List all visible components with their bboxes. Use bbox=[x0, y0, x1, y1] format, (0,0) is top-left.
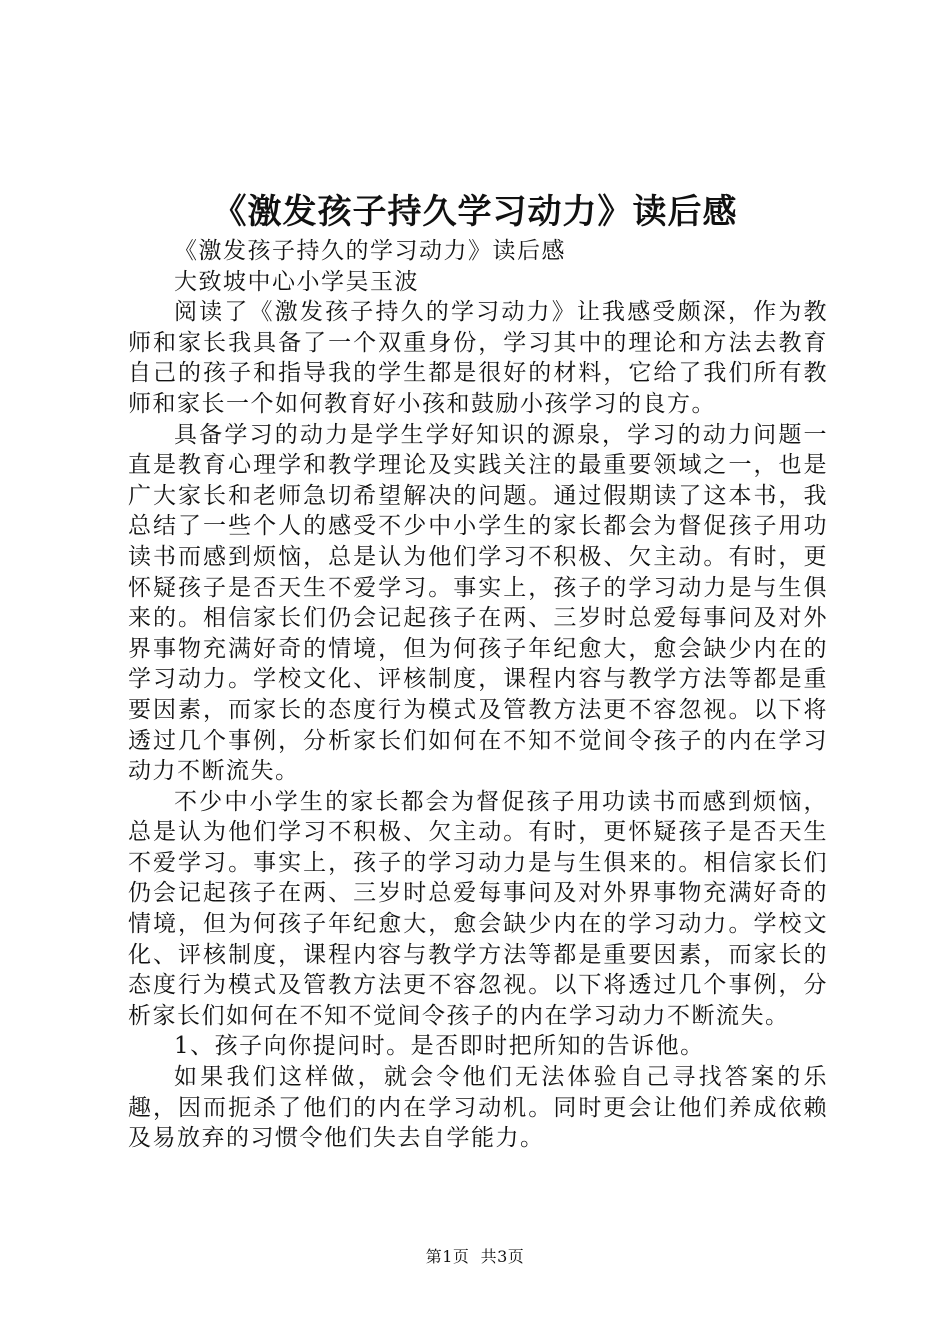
body-paragraph: 具备学习的动力是学生学好知识的源泉，学习的动力问题一直是教育心理学和教学理论及实践关注的最重要领域之一，也是广大家长和老师急切希望解决的问题。通过假期读了这本书，我总结了一些个人的感受不少中小学生的家长都会为督促孩子用功读书而感到烦恼，总是认为他们学习不积极、欠主动。有时，更怀疑孩子是否天生不爱学习。事实上，孩子的学习动力是与生俱来的。相信家长们仍会记起孩子在两、三岁时总爱每事问及对外界事物充满好奇的情境，但为何孩子年纪愈大，愈会缺少内在的学习动力。学校文化、评核制度，课程内容与教学方法等都是重要因素，而家长的态度行为模式及管教方法更不容忽视。以下将透过几个事例，分析家长们如何在不知不觉间令孩子的内在学习动力不断流失。 bbox=[128, 421, 828, 785]
page-number: 第1页 bbox=[425, 1247, 470, 1266]
page-total: 共3页 bbox=[480, 1247, 525, 1266]
document-title: 《激发孩子持久学习动力》读后感 bbox=[212, 192, 738, 232]
subtitle-paragraph: 《激发孩子持久的学习动力》读后感 bbox=[174, 238, 566, 264]
section-heading: 1、孩子向你提问时。是否即时把所知的告诉他。 bbox=[174, 1033, 705, 1060]
body-paragraph: 如果我们这样做，就会令他们无法体验自己寻找答案的乐趣，因而扼杀了他们的内在学习动机。同时更会让他们养成依赖及易放弃的习惯令他们失去自学能力。 bbox=[128, 1064, 828, 1152]
page-footer bbox=[0, 1244, 950, 1267]
author-paragraph: 大致坡中心小学吴玉波 bbox=[174, 268, 419, 295]
body-paragraph: 不少中小学生的家长都会为督促孩子用功读书而感到烦恼，总是认为他们学习不积极、欠主动。有时，更怀疑孩子是否天生不爱学习。事实上，孩子的学习动力是与生俱来的。相信家长们仍会记起孩子在两、三岁时总爱每事问及对外界事物充满好奇的情境，但为何孩子年纪愈大，愈会缺少内在的学习动力。学校文化、评核制度，课程内容与教学方法等都是重要因素，而家长的态度行为模式及管教方法更不容忽视。以下将透过几个事例，分析家长们如何在不知不觉间令孩子的内在学习动力不断流失。 bbox=[128, 788, 828, 1029]
body-paragraph: 阅读了《激发孩子持久的学习动力》让我感受颇深，作为教师和家长我具备了一个双重身份，学习其中的理论和方法去教育自己的孩子和指导我的学生都是很好的材料，它给了我们所有教师和家长一个如何教育好小孩和鼓励小孩学习的良方。 bbox=[128, 299, 828, 417]
document-body bbox=[128, 236, 828, 1154]
